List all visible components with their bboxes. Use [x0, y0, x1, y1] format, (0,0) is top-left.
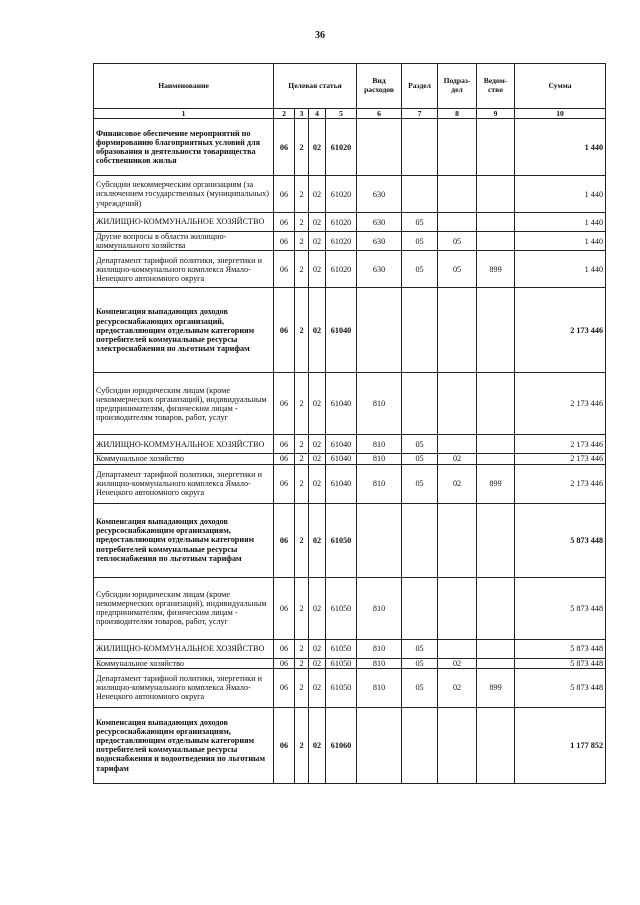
- header-section: Раздел: [402, 64, 438, 109]
- row-expense-type: 810: [357, 454, 402, 464]
- row-name: Субсидии юридическим лицам (кроме некоммерческих организаций), индивидуальным предпринимателям, физическим лицам - производителям товаров, работ, услуг: [94, 373, 274, 435]
- table-row: [94, 435, 606, 454]
- row-department: [477, 577, 515, 639]
- row-expense-type: 810: [357, 668, 402, 707]
- row-department: [477, 213, 515, 232]
- row-target-code: 61060: [326, 707, 357, 783]
- row-amount: 1 177 852: [515, 707, 606, 783]
- table-row: [94, 251, 606, 288]
- row-target-subprogram: 2: [295, 577, 309, 639]
- row-department: [477, 503, 515, 577]
- row-target-group: 02: [309, 288, 326, 373]
- row-subsection: 02: [438, 454, 477, 464]
- table-row: [94, 658, 606, 668]
- table-row: [94, 707, 606, 783]
- table-row: [94, 176, 606, 213]
- column-number: 10: [515, 109, 606, 119]
- row-section: 05: [402, 232, 438, 251]
- row-expense-type: 630: [357, 213, 402, 232]
- row-target-program: 06: [274, 639, 295, 658]
- row-target-subprogram: 2: [295, 464, 309, 503]
- row-name: Компенсация выпадающих доходов ресурсоснабжающим организациям, предоставляющим отдельным категориям потребителей коммунальные ресурсы теплоснабжения по льготным тарифам: [94, 503, 274, 577]
- row-target-subprogram: 2: [295, 251, 309, 288]
- row-expense-type: 810: [357, 373, 402, 435]
- row-target-group: 02: [309, 373, 326, 435]
- row-subsection: 05: [438, 232, 477, 251]
- header-department: Ведом-ство: [477, 64, 515, 109]
- row-subsection: [438, 639, 477, 658]
- row-expense-type: 810: [357, 639, 402, 658]
- row-target-program: 06: [274, 454, 295, 464]
- row-name: Департамент тарифной политики, энергетики и жилищно-коммунального комплекса Ямало-Ненецкого автономного округа: [94, 668, 274, 707]
- table-row: [94, 288, 606, 373]
- row-target-program: 06: [274, 668, 295, 707]
- row-target-subprogram: 2: [295, 668, 309, 707]
- row-target-group: 02: [309, 232, 326, 251]
- row-target-program: 06: [274, 577, 295, 639]
- column-number: 5: [326, 109, 357, 119]
- row-subsection: [438, 577, 477, 639]
- row-target-program: 06: [274, 658, 295, 668]
- column-number-row: [94, 109, 606, 119]
- row-department: [477, 435, 515, 454]
- row-name: ЖИЛИЩНО-КОММУНАЛЬНОЕ ХОЗЯЙСТВО: [94, 213, 274, 232]
- row-expense-type: 810: [357, 658, 402, 668]
- row-target-program: 06: [274, 503, 295, 577]
- column-number: 7: [402, 109, 438, 119]
- column-number: 1: [94, 109, 274, 119]
- row-subsection: [438, 288, 477, 373]
- row-target-program: 06: [274, 707, 295, 783]
- row-subsection: [438, 176, 477, 213]
- row-amount: 5 873 448: [515, 577, 606, 639]
- row-target-program: 06: [274, 213, 295, 232]
- row-target-code: 61050: [326, 668, 357, 707]
- row-target-program: 06: [274, 232, 295, 251]
- row-subsection: [438, 707, 477, 783]
- row-target-program: 06: [274, 435, 295, 454]
- row-name: Финансовое обеспечение мероприятий по формированию благоприятных условий для образования и деятельности товарищества собственников жилья: [94, 119, 274, 176]
- header-name: Наименование: [94, 64, 274, 109]
- row-amount: 1 440: [515, 213, 606, 232]
- row-section: 05: [402, 251, 438, 288]
- row-target-code: 61020: [326, 213, 357, 232]
- row-section: [402, 707, 438, 783]
- row-section: 05: [402, 658, 438, 668]
- row-amount: 5 873 448: [515, 658, 606, 668]
- row-target-code: 61020: [326, 232, 357, 251]
- header-amount: Сумма: [515, 64, 606, 109]
- row-department: [477, 176, 515, 213]
- table-row: [94, 213, 606, 232]
- row-target-subprogram: 2: [295, 639, 309, 658]
- row-amount: 5 873 448: [515, 639, 606, 658]
- table-row: [94, 503, 606, 577]
- table-row: [94, 119, 606, 176]
- row-subsection: 02: [438, 658, 477, 668]
- row-target-code: 61040: [326, 373, 357, 435]
- row-amount: 2 173 446: [515, 454, 606, 464]
- row-subsection: [438, 503, 477, 577]
- row-section: 05: [402, 639, 438, 658]
- row-section: [402, 176, 438, 213]
- row-expense-type: 630: [357, 251, 402, 288]
- budget-table: [93, 63, 606, 784]
- table-row: [94, 668, 606, 707]
- row-name: Субсидии некоммерческим организациям (за исключением государственных (муниципальных) учреждений): [94, 176, 274, 213]
- row-target-subprogram: 2: [295, 707, 309, 783]
- table-row: [94, 454, 606, 464]
- row-department: [477, 373, 515, 435]
- row-target-subprogram: 2: [295, 213, 309, 232]
- row-expense-type: [357, 503, 402, 577]
- row-expense-type: 810: [357, 464, 402, 503]
- row-subsection: [438, 373, 477, 435]
- row-section: 05: [402, 213, 438, 232]
- row-department: [477, 232, 515, 251]
- row-target-group: 02: [309, 454, 326, 464]
- table-body: [94, 119, 606, 784]
- row-amount: 2 173 446: [515, 464, 606, 503]
- column-number: 6: [357, 109, 402, 119]
- row-target-subprogram: 2: [295, 658, 309, 668]
- row-target-code: 61040: [326, 464, 357, 503]
- row-amount: 2 173 446: [515, 373, 606, 435]
- row-target-program: 06: [274, 464, 295, 503]
- row-subsection: [438, 213, 477, 232]
- row-target-program: 06: [274, 119, 295, 176]
- row-section: [402, 503, 438, 577]
- header-target-article: Целевая статья: [274, 64, 357, 109]
- row-section: 05: [402, 464, 438, 503]
- row-target-subprogram: 2: [295, 288, 309, 373]
- row-section: [402, 373, 438, 435]
- header-subsection: Подраз-дел: [438, 64, 477, 109]
- row-target-code: 61040: [326, 435, 357, 454]
- row-department: [477, 288, 515, 373]
- page-number: 36: [315, 30, 325, 41]
- row-target-group: 02: [309, 577, 326, 639]
- row-target-code: 61050: [326, 503, 357, 577]
- row-amount: 2 173 446: [515, 288, 606, 373]
- row-name: ЖИЛИЩНО-КОММУНАЛЬНОЕ ХОЗЯЙСТВО: [94, 435, 274, 454]
- row-department: [477, 119, 515, 176]
- row-section: [402, 119, 438, 176]
- row-target-group: 02: [309, 251, 326, 288]
- row-target-code: 61020: [326, 176, 357, 213]
- row-section: 05: [402, 435, 438, 454]
- table-row: [94, 232, 606, 251]
- row-name: Компенсация выпадающих доходов ресурсоснабжающим организациям, предоставляющим отдельным категориям потребителей коммунальные ресурсы водоснабжения и водоотведения по льготным тарифам: [94, 707, 274, 783]
- row-subsection: 02: [438, 464, 477, 503]
- row-amount: 1 440: [515, 119, 606, 176]
- row-target-subprogram: 2: [295, 119, 309, 176]
- row-target-group: 02: [309, 435, 326, 454]
- row-target-group: 02: [309, 464, 326, 503]
- column-number: 8: [438, 109, 477, 119]
- row-expense-type: 630: [357, 232, 402, 251]
- row-target-subprogram: 2: [295, 176, 309, 213]
- row-target-subprogram: 2: [295, 373, 309, 435]
- row-department: [477, 658, 515, 668]
- row-target-subprogram: 2: [295, 503, 309, 577]
- row-amount: 2 173 446: [515, 435, 606, 454]
- row-name: Другие вопросы в области жилищно-коммунального хозяйства: [94, 232, 274, 251]
- row-expense-type: [357, 288, 402, 373]
- row-expense-type: 810: [357, 435, 402, 454]
- row-target-program: 06: [274, 373, 295, 435]
- row-target-subprogram: 2: [295, 435, 309, 454]
- table-row: [94, 464, 606, 503]
- row-name: Компенсация выпадающих доходов ресурсоснабжающих организаций, предоставляющим отдельным категориям потребителей коммунальные ресурсы электроснабжения по льготным тарифам: [94, 288, 274, 373]
- row-department: 899: [477, 668, 515, 707]
- row-name: ЖИЛИЩНО-КОММУНАЛЬНОЕ ХОЗЯЙСТВО: [94, 639, 274, 658]
- row-target-code: 61020: [326, 119, 357, 176]
- row-expense-type: [357, 707, 402, 783]
- column-number: 3: [295, 109, 309, 119]
- row-department: [477, 639, 515, 658]
- row-target-subprogram: 2: [295, 454, 309, 464]
- row-subsection: 02: [438, 668, 477, 707]
- row-department: 899: [477, 251, 515, 288]
- row-target-group: 02: [309, 668, 326, 707]
- row-target-subprogram: 2: [295, 232, 309, 251]
- row-section: [402, 577, 438, 639]
- row-amount: 1 440: [515, 232, 606, 251]
- row-target-program: 06: [274, 251, 295, 288]
- row-subsection: [438, 435, 477, 454]
- row-target-group: 02: [309, 503, 326, 577]
- row-target-group: 02: [309, 176, 326, 213]
- row-section: 05: [402, 454, 438, 464]
- row-name: Субсидии юридическим лицам (кроме некоммерческих организаций), индивидуальным предпринимателям, физическим лицам - производителям товаров, работ, услуг: [94, 577, 274, 639]
- row-department: [477, 707, 515, 783]
- row-target-program: 06: [274, 288, 295, 373]
- row-expense-type: 810: [357, 577, 402, 639]
- table-row: [94, 373, 606, 435]
- row-subsection: [438, 119, 477, 176]
- row-target-group: 02: [309, 213, 326, 232]
- table-row: [94, 577, 606, 639]
- row-amount: 5 873 448: [515, 503, 606, 577]
- row-name: Департамент тарифной политики, энергетики и жилищно-коммунального комплекса Ямало-Ненецкого автономного округа: [94, 251, 274, 288]
- row-target-code: 61050: [326, 577, 357, 639]
- row-department: [477, 454, 515, 464]
- row-target-code: 61040: [326, 454, 357, 464]
- header-expense-type: Вид расходов: [357, 64, 402, 109]
- table-row: [94, 639, 606, 658]
- row-target-code: 61020: [326, 251, 357, 288]
- row-expense-type: [357, 119, 402, 176]
- row-name: Департамент тарифной политики, энергетики и жилищно-коммунального комплекса Ямало-Ненецкого автономного округа: [94, 464, 274, 503]
- row-target-code: 61040: [326, 288, 357, 373]
- row-target-group: 02: [309, 658, 326, 668]
- row-amount: 5 873 448: [515, 668, 606, 707]
- column-number: 9: [477, 109, 515, 119]
- row-subsection: 05: [438, 251, 477, 288]
- row-expense-type: 630: [357, 176, 402, 213]
- row-target-group: 02: [309, 119, 326, 176]
- row-target-code: 61050: [326, 658, 357, 668]
- header-row: [94, 64, 606, 109]
- column-number: 4: [309, 109, 326, 119]
- row-amount: 1 440: [515, 176, 606, 213]
- row-name: Коммунальное хозяйство: [94, 658, 274, 668]
- row-target-program: 06: [274, 176, 295, 213]
- column-number: 2: [274, 109, 295, 119]
- row-section: [402, 288, 438, 373]
- row-name: Коммунальное хозяйство: [94, 454, 274, 464]
- row-target-group: 02: [309, 707, 326, 783]
- row-target-group: 02: [309, 639, 326, 658]
- row-target-code: 61050: [326, 639, 357, 658]
- row-section: 05: [402, 668, 438, 707]
- row-department: 899: [477, 464, 515, 503]
- row-amount: 1 440: [515, 251, 606, 288]
